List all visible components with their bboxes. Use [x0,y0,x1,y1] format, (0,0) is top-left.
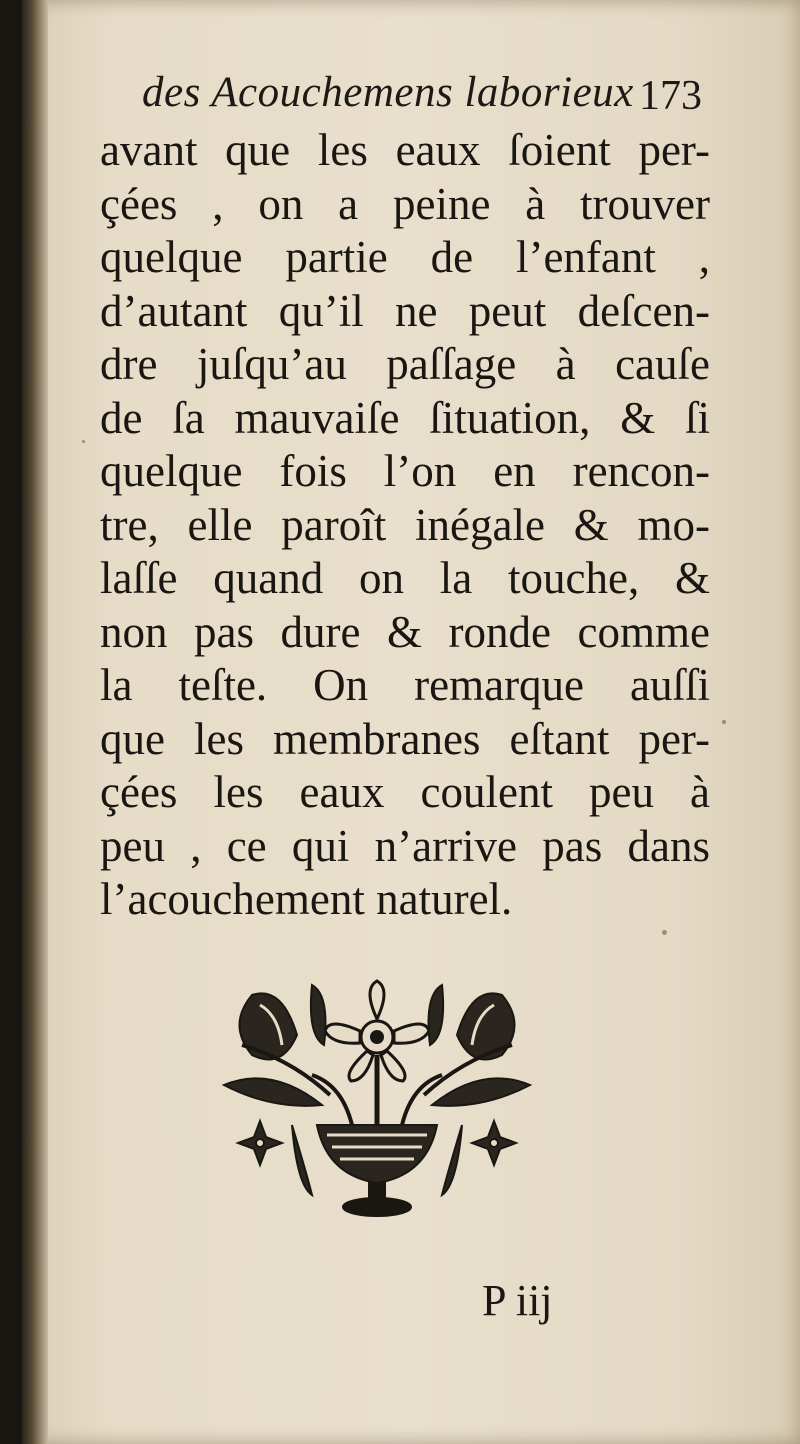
signature-mark: P iij [482,1276,553,1325]
paper-speck [82,440,85,443]
running-head [142,68,702,122]
text-line: peu , ce qui n’arrive pas dans [100,820,710,871]
text-line: quelque fois l’on en rencon- [100,446,710,496]
page-number: 173 [639,73,702,119]
text-line: d’autant qu’il ne peut deſcen- [100,285,710,336]
text-line: tre, elle paroît inégale & mo- [100,499,710,550]
page-gutter [22,0,48,1444]
text-line: avant que les eaux ſoient per- [100,125,710,175]
text-line: non pas dure & ronde comme [100,606,710,657]
book-page [22,0,800,1444]
body-text [100,124,710,927]
text-line: l’acouchement naturel. [100,874,513,924]
text-line: çées , on a peine à trouver [100,178,710,229]
text-line: de ſa mauvaiſe ſituation, & ſi [100,392,710,443]
text-line: quelque partie de l’enfant , [100,232,710,282]
text-line: dre juſqu’au paſſage à cauſe [100,339,710,389]
text-line: laſſe quand on la touche, & [100,553,710,603]
running-title: des Acouchemens laborieux [142,69,634,116]
flower-vase-ornament-icon [212,975,542,1220]
text-line: la teſte. On remarque auſſi [100,660,710,710]
text-line: çées les eaux coulent peu à [100,767,710,817]
paper-speck [722,720,726,724]
paper-speck [662,930,667,935]
text-line: que les membranes eſtant per- [100,713,710,764]
